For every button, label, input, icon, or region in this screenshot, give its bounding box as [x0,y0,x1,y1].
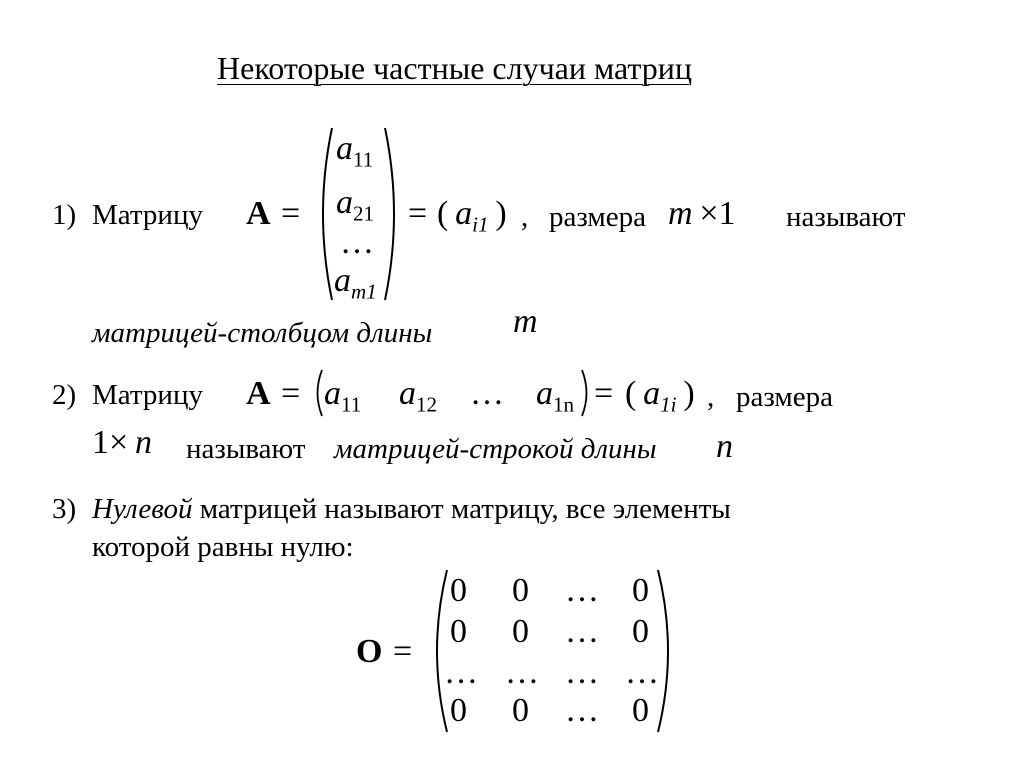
item-3-line-2: которой равны нулю: [92,531,354,563]
item-1-equals-2: = [408,195,428,232]
zero-matrix-cell: … [565,613,599,650]
item-2-left-paren [312,369,324,417]
item-2-right-paren [580,369,592,417]
zero-matrix-cell: … [565,692,599,729]
item-3-matrix-name: O [356,633,383,670]
item-1-matrix-name: A [246,195,271,232]
item-2-equals-2: = [594,375,614,412]
item-1-size-word: размера [549,201,647,233]
item-3-line-1 [92,495,731,524]
item-3-number: 3) [52,493,77,525]
item-2-matrix-name: A [246,375,271,412]
item-1-col-elem-2: $a_{21}$ [336,184,375,226]
item-1-comma: , [521,201,529,233]
item-2-size-word: размера [736,381,834,413]
item-1-lead: Матрицу [92,199,203,231]
item-1-size: m ×1 [668,195,736,232]
item-2-term: матрицей-строкой длины [334,433,657,465]
zero-matrix-cell: … [565,572,599,609]
zero-matrix-cell: 0 [632,613,649,650]
item-1-col-elem-3: … [340,224,374,261]
item-1-col-elem-1: $a_{11}$ [336,130,374,172]
item-1-term: матрицей-столбцом длины [92,317,433,349]
item-1-general-term: ( $a_{i1}$ ) [437,195,507,237]
item-2-called: называют [186,433,306,465]
zero-matrix-cell: … [444,654,478,691]
item-2-size: 1× n [92,424,152,461]
item-3-equals: = [393,633,413,670]
item-3-rest-line-1: матрицей называют матрицу, все элементы [199,493,731,525]
item-2-comma: , [707,381,715,413]
item-3-term: Нулевой [92,493,193,525]
page-title: Некоторые частные случаи матриц [217,50,693,86]
zero-matrix-cell: 0 [512,613,529,650]
item-2-number: 2) [52,379,77,411]
item-1-number: 1) [52,199,77,231]
item-2-row-elem-2: $a_{12}$ [399,375,438,417]
zero-matrix-cell: … [505,654,539,691]
zero-matrix-cell: … [625,654,659,691]
zero-matrix-cell: 0 [450,613,467,650]
zero-matrix-cell: 0 [632,692,649,729]
item-2-row-elem-1: $a_{11}$ [324,375,362,417]
item-1-called: называют [786,201,906,233]
item-1-left-paren [312,126,334,302]
item-1-col-elem-4: $a_{m1}$ [334,262,377,304]
item-2-row-elem-4: $a_{1n}$ [536,375,575,417]
item-1-term-var: m [513,303,538,340]
item-2-lead: Матрицу [92,379,203,411]
item-3-left-paren [425,568,449,734]
item-1-equals: = [281,195,301,232]
item-2-general-term: ( $a_{1i}$ ) [625,375,695,417]
item-1-right-paren [383,126,405,302]
item-2-equals: = [281,375,301,412]
zero-matrix-cell: … [565,654,599,691]
zero-matrix-cell: 0 [632,572,649,609]
item-2-term-var: n [716,428,733,465]
item-2-row-elem-3: … [470,375,504,412]
zero-matrix-cell: 0 [512,692,529,729]
zero-matrix-cell: 0 [450,692,467,729]
zero-matrix-cell: 0 [450,572,467,609]
item-3-right-paren [656,568,680,734]
zero-matrix-cell: 0 [512,572,529,609]
